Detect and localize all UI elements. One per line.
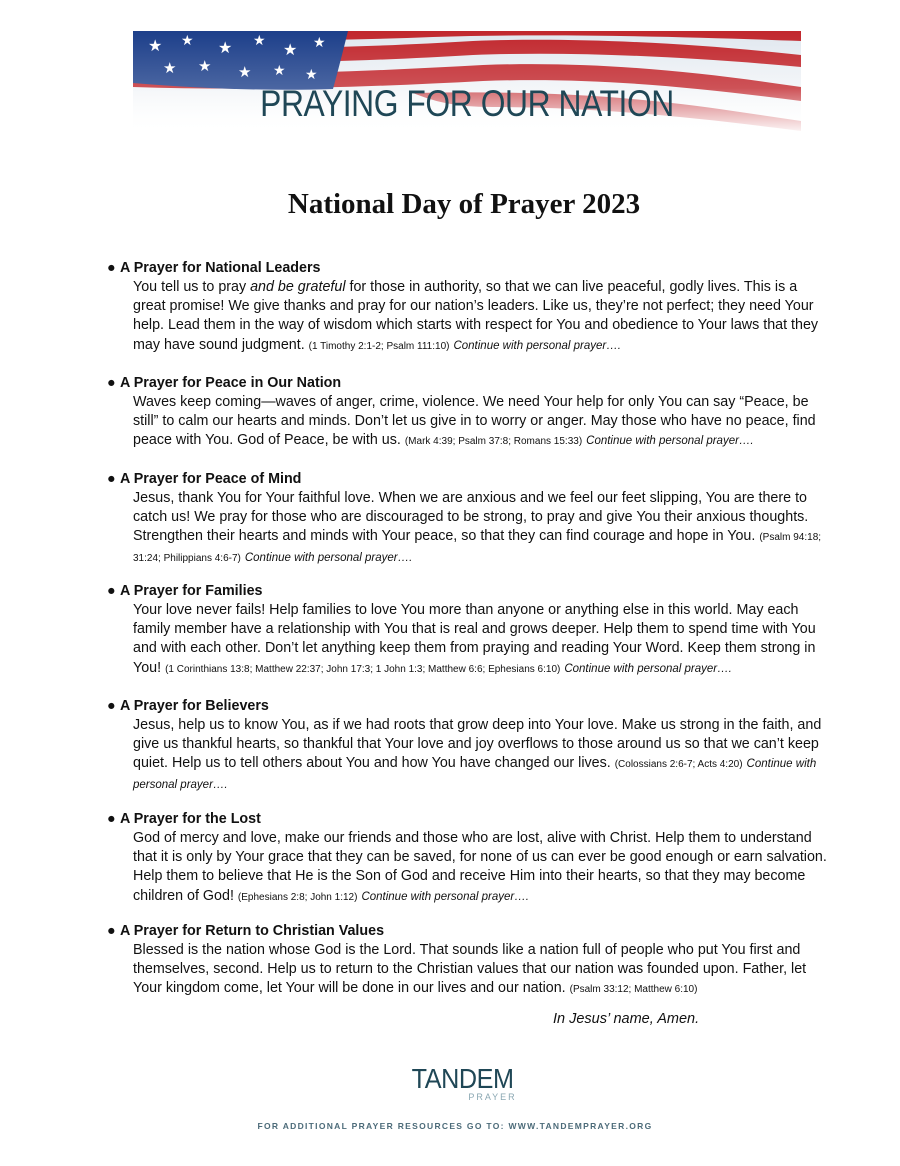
scripture-reference: (Psalm 33:12; Matthew 6:10) (569, 984, 698, 996)
prayer-section (107, 582, 827, 679)
closing-line: In Jesus’ name, Amen. (553, 1011, 700, 1027)
continue-prompt: Continue with personal prayer…. (133, 758, 817, 791)
scripture-reference: (Mark 4:39; Psalm 37:8; Romans 15:33) (404, 436, 583, 448)
page-title: National Day of Prayer 2023 (287, 188, 641, 220)
prayer-section (107, 374, 827, 452)
continue-prompt: Continue with personal prayer…. (361, 890, 529, 903)
prayer-heading: ● A Prayer for Families (107, 583, 263, 599)
prayer-heading: ● A Prayer for Peace in Our Nation (107, 375, 342, 391)
banner-title: PRAYING FOR OUR NATION (260, 83, 674, 124)
bullet-icon: ● (107, 471, 116, 487)
prayer-text: Waves keep coming—waves of anger, crime, violence. We need Your help for only You can say “Peace, be still” to calm our hearts and minds. Don’t let us give in to worry or anger. May those who have no peace, find peace with You. God of Peace, be with us. (Mark 4:39; Psalm 37:8; Romans 15:33) Continue with personal prayer…. (133, 394, 816, 449)
logo-subtitle: PRAYER (468, 1092, 517, 1102)
bullet-icon: ● (107, 375, 116, 391)
prayer-heading: ● A Prayer for Peace of Mind (107, 471, 302, 487)
prayer-heading: ● A Prayer for the Lost (107, 811, 261, 827)
scripture-reference: (Psalm 94:18; 31:24; Philippians 4:6-7) (133, 532, 822, 564)
prayer-section (107, 259, 827, 356)
prayer-heading: ● A Prayer for National Leaders (107, 260, 321, 276)
bullet-icon: ● (107, 811, 116, 827)
scripture-reference: (Ephesians 2:8; John 1:12) (237, 891, 358, 903)
footer-resources: FOR ADDITIONAL PRAYER RESOURCES GO TO: WWW.TANDEMPRAYER.ORG (257, 1121, 653, 1131)
prayer-text: Your love never fails! Help families to love You more than anyone or anything else in this world. May each family member have a relationship with You that is real and grows deeper. Help them to spend time with You and with each other. Don’t let anything keep them from praying and reading Your Word. Keep them strong in You! (1 Corinthians 13:8; Matthew 22:37; John 17:3; 1 John 1:3; Matthew 6:6; Ephesians 6:10) Continue with personal prayer…. (133, 602, 816, 676)
bullet-icon: ● (107, 260, 116, 276)
header-banner (133, 31, 801, 135)
prayer-heading: ● A Prayer for Believers (107, 698, 269, 714)
prayer-section (107, 470, 827, 568)
scripture-reference: (1 Corinthians 13:8; Matthew 22:37; John 17:3; 1 John 1:3; Matthew 6:6; Ephesians 6:10) (165, 663, 561, 675)
prayer-text: You tell us to pray and be grateful for those in authority, so that we can live peaceful, godly lives. This is a great promise! We give thanks and pray for our nation’s leaders. Like us, they’re not perfect; they need Your help. Lead them in the way of wisdom which starts with respect for You and obedience to Your laws that they may have sound judgment. (1 Timothy 2:1-2; Psalm 111:10) Continue with personal prayer…. (133, 279, 819, 353)
prayer-text: Blessed is the nation whose God is the Lord. That sounds like a nation full of people who put You first and themselves, second. Help us to return to the Christian values that our nation was founded upon. Father, let Your kingdom come, let Your will be done in our lives and our nation. (Psalm 33:12; Matthew 6:10) (133, 942, 807, 997)
continue-prompt: Continue with personal prayer…. (453, 339, 621, 352)
prayer-section (107, 810, 827, 907)
prayer-section (107, 922, 827, 1000)
bullet-icon: ● (107, 923, 116, 939)
continue-prompt: Continue with personal prayer…. (564, 662, 732, 675)
prayer-text: Jesus, help us to know You, as if we had roots that grow deep into Your love. Make us strong in the faith, and give us thankful hearts, so thankful that Your love and joy overflows to those around us so that we can’t keep quiet. Help us to tell others about You and how You have changed our lives. (Colossians 2:6-7; Acts 4:20) Continue with personal prayer…. (133, 717, 822, 791)
scripture-reference: (Colossians 2:6-7; Acts 4:20) (614, 759, 743, 771)
prayer-heading: ● A Prayer for Return to Christian Values (107, 923, 385, 939)
prayer-text: Jesus, thank You for Your faithful love. When we are anxious and we feel our feet slipping, You are there to catch us! We pray for those who are discouraged to be strong, to pray and give You their anxious thoughts. Strengthen their hearts and minds with Your peace, so that they can find courage and hope in You. (Psalm 94:18; 31:24; Philippians 4:6-7) Continue with personal prayer…. (133, 490, 822, 564)
scripture-reference: (1 Timothy 2:1-2; Psalm 111:10) (308, 340, 450, 352)
logo-word: TANDEM (411, 1063, 514, 1094)
continue-prompt: Continue with personal prayer…. (586, 435, 754, 448)
prayer-section (107, 697, 827, 795)
continue-prompt: Continue with personal prayer…. (244, 551, 413, 564)
bullet-icon: ● (107, 583, 116, 599)
bullet-icon: ● (107, 698, 116, 714)
tandem-logo (0, 1064, 900, 1102)
prayer-text: God of mercy and love, make our friends and those who are lost, alive with Christ. Help them to understand that it is only by Your grace that they can be saved, for none of us can ever be good enough or earn salvation. Help them to believe that He is the Son of God and receive Him into their hearts, so that they may become children of God! (Ephesians 2:8; John 1:12) Continue with personal prayer…. (133, 830, 827, 904)
